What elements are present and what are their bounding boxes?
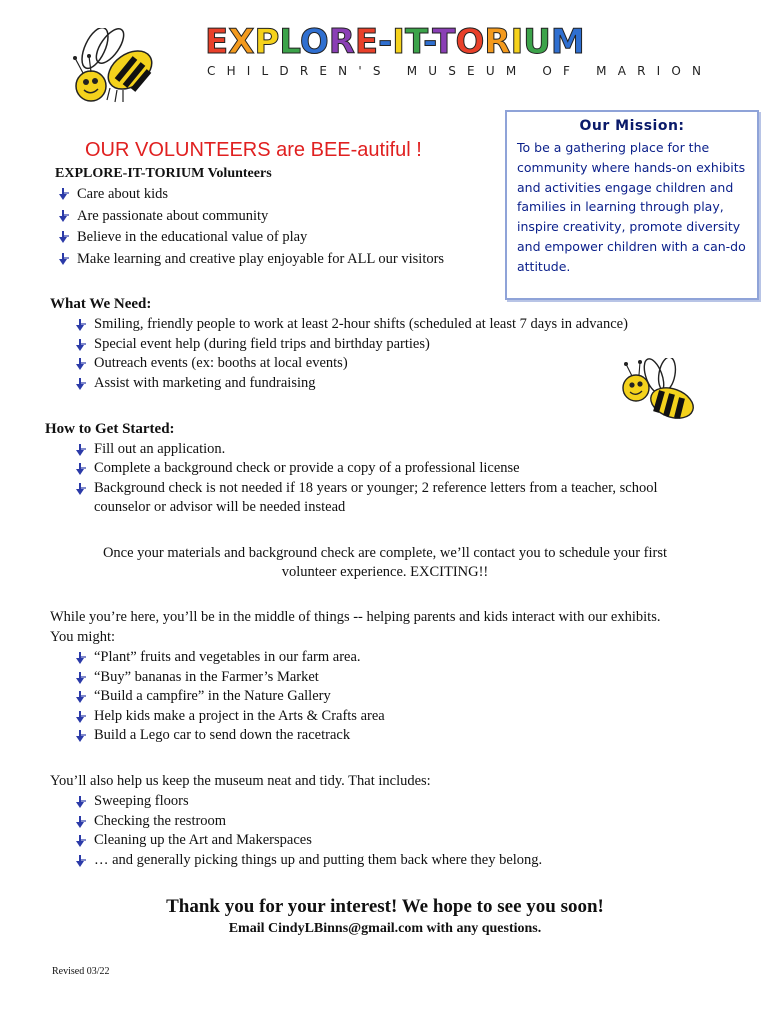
list-item [72,354,628,374]
list-item-text: Help kids make a project in the Arts & Crafts area [94,707,385,724]
bullet-arrow-icon [74,651,88,665]
bullet-arrow-icon [74,482,88,496]
page-headline: OUR VOLUNTEERS are BEE-autiful ! [85,139,422,161]
tidy-list [72,792,542,870]
bullet-arrow-icon [74,357,88,371]
list-item-text: Believe in the educational value of play [77,229,308,245]
revised-date: Revised 03/22 [52,966,110,977]
email-contact: Email CindyLBinns@gmail.com with any questions. [228,921,542,936]
needs-list [72,315,628,393]
museum-logo-title [205,22,585,62]
needs-heading: What We Need: [50,296,152,312]
list-item-text: Build a Lego car to send down the racetrack [94,727,351,743]
bullet-arrow-icon [74,854,88,868]
while-here-line2: You might: [50,629,116,645]
list-item-text: Checking the restroom [94,812,227,829]
mission-text: To be a gathering place for the community where hands-on exhibits and activities engage children and families in learning through play, inspire creativity, promote diversity and empower children with a can-do attitude. [517,140,746,274]
bee-illustration-top [55,28,160,108]
list-item [72,315,628,335]
bullet-arrow-icon [57,252,71,266]
started-list [72,440,657,498]
needs-section [50,296,628,393]
bullet-arrow-icon [74,815,88,829]
museum-logo-subtitle: CHILDREN'S MUSEUM OF MARION [207,64,713,78]
list-item [72,812,542,832]
bullet-arrow-icon [74,443,88,457]
list-item-text: Are passionate about community [77,207,269,224]
bullet-arrow-icon [74,729,88,743]
list-item-text: Complete a background check or provide a copy of a professional license [94,460,520,477]
bullet-arrow-icon [74,671,88,685]
list-item [72,479,657,498]
thank-you-message: Thank you for your interest! We hope to see you soon! [166,896,604,917]
list-item [72,831,542,851]
list-item-text: Special event help (during field trips and birthday parties) [94,335,430,352]
completion-note-line2: volunteer experience. EXCITING!! [281,564,489,581]
volunteers-heading: EXPLORE-IT-TORIUM Volunteers [55,166,272,181]
volunteers-list [55,184,444,270]
while-here-list [72,648,660,746]
bullet-arrow-icon [74,318,88,332]
logo-letters: EXPLORE-IT-TORIUM [205,22,585,62]
list-item [55,184,444,206]
bullet-arrow-icon [57,187,71,201]
bullet-arrow-icon [74,462,88,476]
list-item [72,668,660,688]
list-item [72,648,660,668]
list-item-text: Outreach events (ex: booths at local events) [94,355,348,372]
bee-illustration-side [612,358,702,426]
list-item [55,227,444,249]
started-continuation: counselor or advisor will be needed instead [94,499,346,516]
list-item-text: “Buy” bananas in the Farmer’s Market [94,668,319,685]
bullet-arrow-icon [74,710,88,724]
list-item-text: Make learning and creative play enjoyable for ALL our visitors [77,250,445,267]
list-item [72,707,660,727]
list-item [72,851,542,871]
bullet-arrow-icon [74,338,88,352]
bullet-arrow-icon [74,795,88,809]
completion-note-line1: Once your materials and background check are complete, we’ll contact you to schedule your first [102,545,668,561]
list-item-text: “Plant” fruits and vegetables in our farm area. [94,649,361,665]
list-item [55,206,444,228]
tidy-intro: You’ll also help us keep the museum neat and tidy. That includes: [50,773,431,789]
while-here-section [50,607,660,746]
started-section [45,421,657,518]
tidy-section [50,771,542,870]
list-item-text: Fill out an application. [94,441,226,457]
list-item [72,459,657,478]
list-item [72,726,660,746]
volunteers-section [55,166,444,270]
bullet-arrow-icon [57,209,71,223]
list-item-text: Background check is not needed if 18 years or younger; 2 reference letters from a teacher, school [94,479,658,496]
bullet-arrow-icon [74,690,88,704]
list-item-text: Smiling, friendly people to work at least 2-hour shifts (scheduled at least 7 days in advance) [94,316,628,332]
list-item [72,335,628,355]
list-item-text: … and generally picking things up and putting them back where they belong. [94,851,543,868]
bullet-arrow-icon [74,377,88,391]
list-item-text: Cleaning up the Art and Makerspaces [94,832,312,848]
list-item [72,374,628,394]
list-item-text: Sweeping floors [94,793,189,809]
mission-title: Our Mission: [579,118,685,134]
list-item-text: Care about kids [77,186,169,202]
list-item [55,249,444,271]
bullet-arrow-icon [57,230,71,244]
mission-box [505,110,759,300]
completion-note [0,544,770,583]
bullet-arrow-icon [74,834,88,848]
list-item-text: Assist with marketing and fundraising [94,374,316,391]
list-item [72,687,660,707]
list-item [72,792,542,812]
list-item [72,440,657,459]
started-heading: How to Get Started: [45,421,175,437]
list-item-text: “Build a campfire” in the Nature Gallery [94,688,331,704]
while-here-line1: While you’re here, you’ll be in the middle of things -- helping parents and kids interact with our exhibits. [50,609,661,625]
